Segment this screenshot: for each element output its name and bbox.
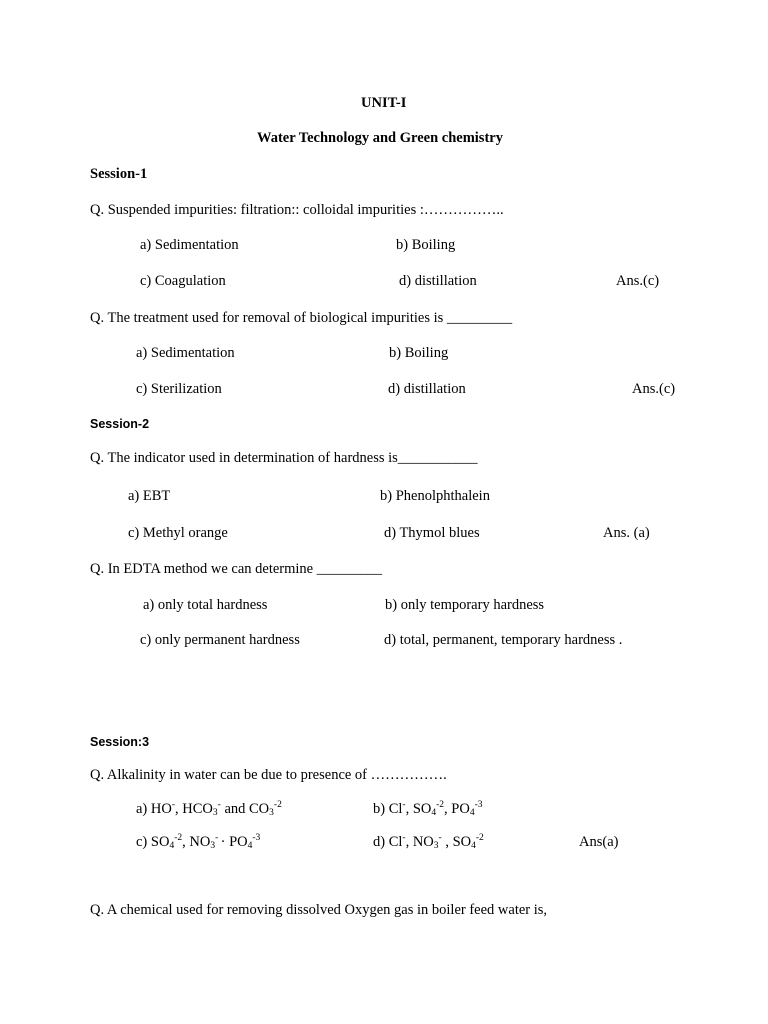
answer: Ans. (a) <box>603 525 650 541</box>
question-s3-q2: Q. A chemical used for removing dissolved Oxygen gas in boiler feed water is, <box>90 902 548 918</box>
session-3-heading: Session:3 <box>90 735 150 749</box>
option-c: c) Sterilization <box>136 381 222 397</box>
option-b: b) only temporary hardness <box>385 597 545 613</box>
option-c: c) Methyl orange <box>128 525 228 541</box>
option-a: a) HO-, $HCO_3^-$ and $CO_3^{-2}$ <box>136 800 282 818</box>
answer: Ans.(c) <box>616 273 660 289</box>
option-a: a) Sedimentation <box>136 345 235 361</box>
document-title: Water Technology and Green chemistry <box>257 130 503 146</box>
session-1-heading: Session-1 <box>90 166 148 182</box>
question-s3-q1: Q. Alkalinity in water can be due to presence of ……………. <box>90 767 447 783</box>
option-b: b) Boiling <box>396 237 456 253</box>
option-a: a) only total hardness <box>143 597 268 613</box>
option-d: d) distillation <box>399 273 477 289</box>
option-b: b) Phenolphthalein <box>380 488 490 504</box>
option-d: d) total, permanent, temporary hardness . <box>384 632 623 648</box>
option-d: d) Cl-, $NO_3^-$ , $SO_4^{-2}$ <box>373 833 484 851</box>
unit-heading: UNIT-I <box>361 95 407 111</box>
question-s1-q2: Q. The treatment used for removal of biological impurities is _________ <box>90 310 513 326</box>
option-d: d) distillation <box>388 381 466 397</box>
question-s2-q2: Q. In EDTA method we can determine _________ <box>90 561 382 577</box>
answer: Ans(a) <box>579 834 619 850</box>
option-b: b) Cl-, $SO_4^{-2}$, $PO_4^{-3}$ <box>373 800 483 818</box>
session-2-heading: Session-2 <box>90 417 150 431</box>
option-c: c) only permanent hardness <box>140 632 300 648</box>
answer: Ans.(c) <box>632 381 676 397</box>
option-a: a) Sedimentation <box>140 237 239 253</box>
option-d: d) Thymol blues <box>384 525 480 541</box>
question-s2-q1: Q. The indicator used in determination of hardness is___________ <box>90 450 478 466</box>
question-s1-q1: Q. Suspended impurities: filtration:: colloidal impurities :…………….. <box>90 202 504 218</box>
option-c: c) Coagulation <box>140 273 226 289</box>
option-b: b) Boiling <box>389 345 449 361</box>
option-c: c) $SO_4^{-2}$, $NO_3^- \cdot PO_4^{-3}$ <box>136 833 261 851</box>
option-a: a) EBT <box>128 488 171 504</box>
